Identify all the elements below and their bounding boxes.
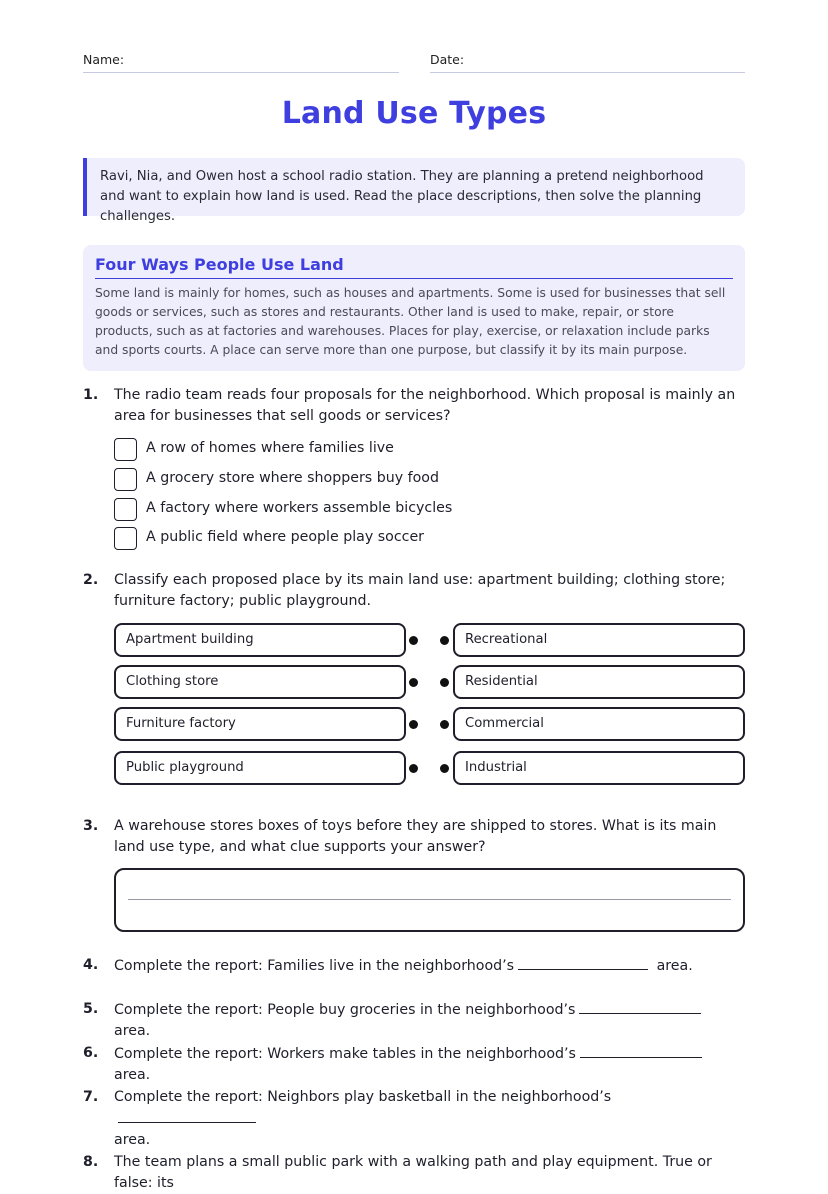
question-4	[83, 955, 745, 977]
question-text-after: area.	[656, 958, 693, 974]
option-b[interactable]	[114, 468, 614, 492]
match-right-3[interactable]: Commercial	[453, 707, 745, 741]
option-a[interactable]	[114, 438, 614, 462]
question-number: 3.	[83, 818, 99, 834]
answer-box[interactable]	[114, 868, 745, 932]
fill-blank[interactable]	[518, 955, 648, 970]
checkbox[interactable]	[114, 498, 137, 521]
match-dot-right-1[interactable]	[440, 636, 449, 645]
question-text: The radio team reads four proposals for the neighborhood. Which proposal is mainly an area for businesses that sell goods or services?	[114, 387, 736, 424]
header-row	[83, 52, 745, 73]
question-text-after: area.	[114, 1067, 151, 1083]
name-field[interactable]	[83, 52, 399, 73]
question-number: 1.	[83, 387, 99, 403]
match-dot-right-3[interactable]	[440, 720, 449, 729]
match-dot-right-4[interactable]	[440, 764, 449, 773]
option-label: A row of homes where families live	[146, 440, 394, 456]
question-1	[83, 385, 745, 427]
info-box	[83, 245, 745, 371]
question-7	[83, 1087, 745, 1151]
option-c[interactable]	[114, 498, 614, 522]
page-title: Land Use Types	[281, 96, 547, 131]
date-label: Date:	[430, 52, 465, 67]
question-number: 6.	[83, 1045, 99, 1061]
question-text: Complete the report: People buy groceries in the neighborhood’s	[114, 1002, 576, 1018]
question-text: Complete the report: Families live in the neighborhood’s	[114, 958, 515, 974]
question-text-after: area.	[114, 1023, 151, 1039]
fill-blank[interactable]	[579, 999, 701, 1014]
info-text: Some land is mainly for homes, such as houses and apartments. Some is used for businesses that sell goods or services, such as stores and restaurants. Other land is used to make, repair, or store products, such as at factories and warehouses. Places for play, exercise, or relaxation include parks and sports courts. A place can serve more than one purpose, but classify it by its main purpose.	[95, 286, 726, 357]
match-left-2[interactable]: Clothing store	[114, 665, 406, 699]
match-right-2[interactable]: Residential	[453, 665, 745, 699]
match-left-1[interactable]: Apartment building	[114, 623, 406, 657]
question-5	[83, 999, 745, 1042]
intro-callout: Ravi, Nia, and Owen host a school radio station. They are planning a pretend neighborhood and want to explain how land is used. Read the place descriptions, then solve the planning challenges.	[83, 158, 745, 216]
question-number: 2.	[83, 572, 99, 588]
checkbox[interactable]	[114, 527, 137, 550]
option-label: A grocery store where shoppers buy food	[146, 470, 439, 486]
match-right-4[interactable]: Industrial	[453, 751, 745, 785]
question-2	[83, 570, 745, 612]
name-label: Name:	[83, 52, 125, 67]
question-6	[83, 1043, 745, 1086]
question-number: 8.	[83, 1154, 99, 1170]
question-text: A warehouse stores boxes of toys before they are shipped to stores. What is its main land use type, and what clue supports your answer?	[114, 818, 717, 855]
date-field[interactable]	[430, 52, 745, 73]
question-text: Classify each proposed place by its main land use: apartment building; clothing store; furniture factory; public playground.	[114, 572, 726, 609]
option-label: A factory where workers assemble bicycles	[146, 500, 453, 516]
fill-blank[interactable]	[580, 1043, 702, 1058]
match-dot-right-2[interactable]	[440, 678, 449, 687]
fill-blank[interactable]	[118, 1108, 256, 1123]
question-number: 4.	[83, 957, 99, 973]
question-text: Complete the report: Neighbors play basketball in the neighborhood’s	[114, 1089, 612, 1105]
checkbox[interactable]	[114, 468, 137, 491]
question-8	[83, 1152, 745, 1194]
info-title: Four Ways People Use Land	[95, 255, 733, 279]
answer-line	[128, 899, 731, 900]
match-dot-left-4[interactable]	[409, 764, 418, 773]
match-left-3[interactable]: Furniture factory	[114, 707, 406, 741]
question-text: Complete the report: Workers make tables in the neighborhood’s	[114, 1046, 576, 1062]
question-3	[83, 816, 745, 858]
question-number: 5.	[83, 1001, 99, 1017]
question-number: 7.	[83, 1089, 99, 1105]
match-right-1[interactable]: Recreational	[453, 623, 745, 657]
match-dot-left-3[interactable]	[409, 720, 418, 729]
question-text: The team plans a small public park with a walking path and play equipment. True or false: its	[114, 1154, 712, 1191]
option-d[interactable]	[114, 527, 614, 551]
option-label: A public field where people play soccer	[146, 529, 424, 545]
match-dot-left-1[interactable]	[409, 636, 418, 645]
match-dot-left-2[interactable]	[409, 678, 418, 687]
checkbox[interactable]	[114, 438, 137, 461]
match-left-4[interactable]: Public playground	[114, 751, 406, 785]
question-text-after: area.	[114, 1132, 151, 1148]
